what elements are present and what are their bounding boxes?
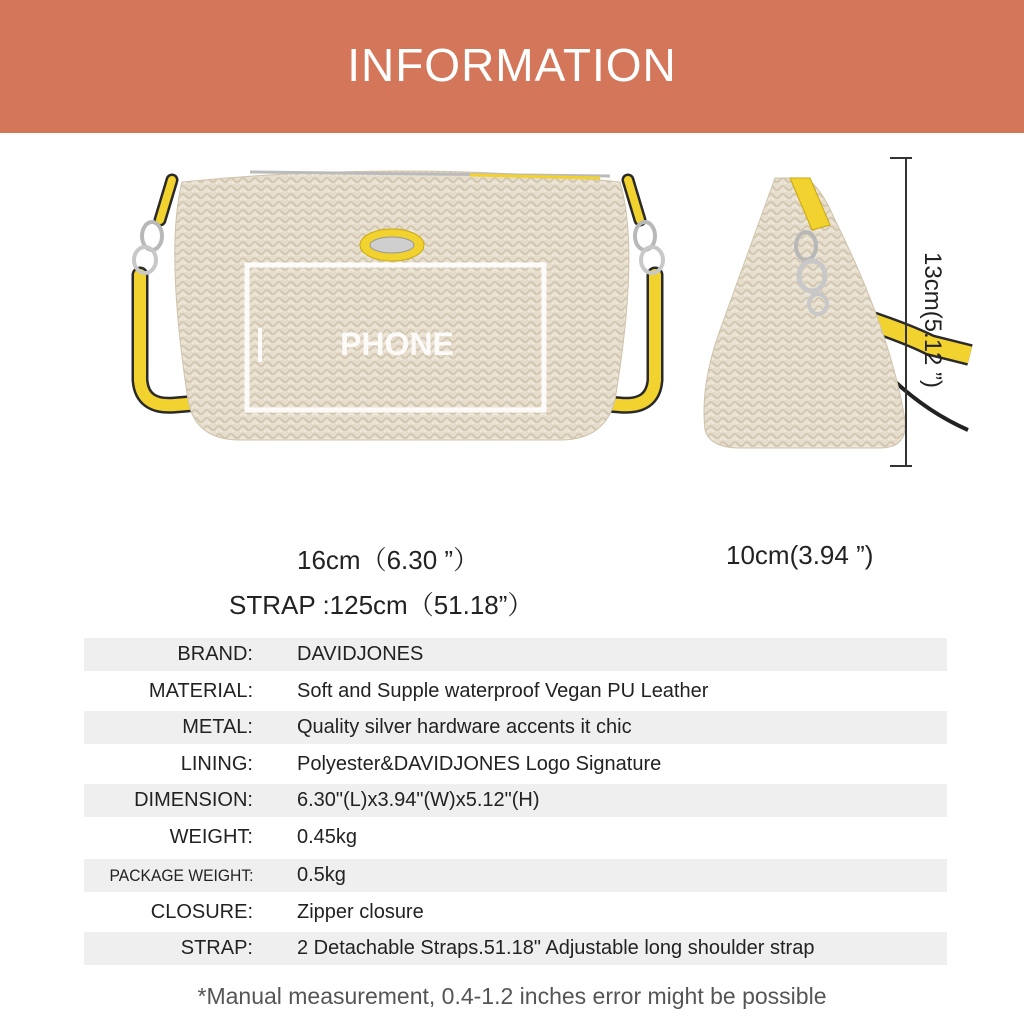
strap-dimension: STRAP :125cm（51.18”） <box>229 590 534 620</box>
spec-row-dimension <box>84 784 947 817</box>
spec-label: CLOSURE: <box>150 901 253 923</box>
spec-row-material <box>84 675 947 708</box>
spec-value: Zipper closure <box>297 901 424 923</box>
spec-label: MATERIAL: <box>148 680 253 702</box>
spec-row-weight <box>84 821 947 854</box>
spec-value: Quality silver hardware accents it chic <box>297 716 632 738</box>
spec-label: BRAND: <box>177 643 253 665</box>
phone-label: PHONE <box>340 326 454 362</box>
measurement-note: *Manual measurement, 0.4-1.2 inches error might be possible <box>197 983 827 1009</box>
height-dimension: 13cm(5.12 ”) <box>919 252 946 389</box>
header-banner <box>0 0 1024 133</box>
spec-value: Soft and Supple waterproof Vegan PU Leather <box>297 680 709 702</box>
spec-row-package-weight <box>84 859 947 892</box>
spec-row-strap <box>84 932 947 965</box>
spec-row-closure <box>84 896 947 929</box>
spec-row-brand <box>84 638 947 671</box>
spec-value: Polyester&DAVIDJONES Logo Signature <box>297 753 662 775</box>
spec-label: WEIGHT: <box>169 826 253 848</box>
spec-label: STRAP: <box>180 937 253 959</box>
spec-label: DIMENSION: <box>134 789 253 811</box>
product-illustration <box>0 133 1024 473</box>
spec-label: PACKAGE WEIGHT: <box>109 866 253 885</box>
spec-label: METAL: <box>182 716 253 738</box>
bag-front-body <box>175 171 629 440</box>
spec-row-lining <box>84 748 947 781</box>
spec-value: 6.30"(L)x3.94"(W)x5.12"(H) <box>297 789 540 811</box>
spec-value: 2 Detachable Straps.51.18" Adjustable long shoulder strap <box>297 937 815 959</box>
width-dimension: 10cm(3.94 ”) <box>726 540 874 570</box>
page-title: INFORMATION <box>347 39 677 91</box>
spec-label: LINING: <box>180 753 253 775</box>
spec-row-metal <box>84 711 947 744</box>
spec-value: 0.45kg <box>297 826 358 848</box>
spec-value: DAVIDJONES <box>297 643 424 665</box>
length-dimension: 16cm（6.30 ”） <box>297 545 480 575</box>
spec-value: 0.5kg <box>297 864 346 886</box>
